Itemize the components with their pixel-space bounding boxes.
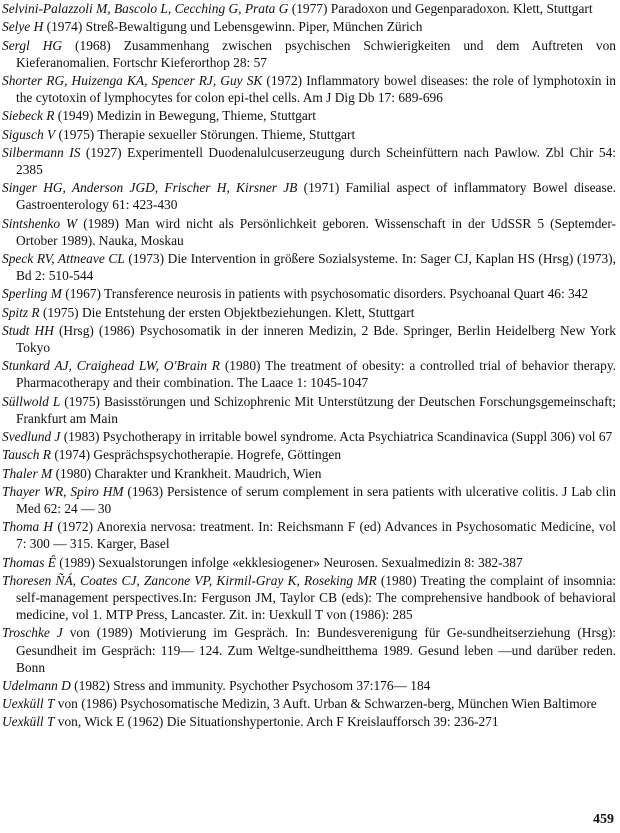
reference-page xyxy=(2,0,616,732)
reference-text: (1975) Die Entstehung der ersten Objektbeziehungen. Klett, Stuttgart xyxy=(39,304,415,320)
reference-text: (1971) Familial aspect of inflammatory Bowel disease. Gastroenterology 61: 423-430 xyxy=(16,180,616,213)
reference-text: (1972) Inflammatory bowel diseases: the role of lymphotoxin in the cytotoxin of lymphocytes for colon epi-thel cells. Am J Dig Db 17: 689-696 xyxy=(16,72,617,106)
reference-authors: Uexküll T xyxy=(2,714,55,730)
reference-authors: Troschke J xyxy=(2,625,63,641)
reference-entry xyxy=(2,446,616,463)
reference-text: (1967) Transference neurosis in patients with psychosomatic disorders. Psychoanal Quart 46: 342 xyxy=(61,286,589,302)
reference-authors: Thoma H xyxy=(2,519,54,535)
reference-authors: Sperling M xyxy=(2,286,62,302)
reference-entry xyxy=(2,624,616,675)
reference-text: (1977) Paradoxon und Gegenparadoxon. Klett, Stuttgart xyxy=(288,1,593,16)
reference-entry xyxy=(2,428,616,445)
reference-text: von, Wick E (1962) Die Situationshypertonie. Arch F Kreislaufforsch 39: 236-271 xyxy=(54,714,499,730)
reference-text: (1983) Psychotherapy in irritable bowel syndrome. Acta Psychiatrica Scandinavica (Suppl 306) vol 67 xyxy=(60,429,613,445)
reference-text: (1968) Zusammenhang zwischen psychischen Schwierigkeiten und dem Auftreten von Kieferanomalien. Fortschr Kieferorthop 28: 57 xyxy=(16,37,616,70)
reference-text: (Hrsg) (1986) Psychosomatik in der inneren Medizin, 2 Bde. Springer, Berlin Heidelberg New York Tokyo xyxy=(16,322,616,356)
reference-entry xyxy=(2,554,616,571)
reference-authors: Selvini-Palazzoli M, Bascolo L, Cecching G, Prata G xyxy=(2,1,289,16)
reference-text: (1974) Streß-Bewaltigung und Lebensgewinn. Piper, München Zürich xyxy=(43,19,423,35)
reference-text: (1989) Man wird nicht als Persönlichkeit geboren. Wissenschaft in der UdSSR 5 (Septemder- Ortober 1989). Nauka, Moskau xyxy=(16,215,616,248)
reference-entry xyxy=(2,357,616,391)
reference-authors: Thayer WR, Spiro HM xyxy=(2,483,124,499)
reference-entry xyxy=(2,107,616,124)
reference-text: (1989) Sexualstorungen infolge «ekklesiogener» Neurosen. Sexualmedizin 8: 382-387 xyxy=(55,554,523,570)
reference-entry xyxy=(2,144,616,178)
reference-text: von (1989) Motivierung im Gespräch. In: Bundesverenigung für Ge-sundheitserziehung (Hrsg): Gesundheit im Gespräch: 119— 124. Zum Weltge-sundheitthema 1989. Gesund leben —und darüber reden. Bonn xyxy=(16,625,616,675)
reference-authors: Thoresen ÑÁ, Coates CJ, Zancone VP, Kirmil-Gray K, Roseking MR xyxy=(2,572,377,588)
reference-entry xyxy=(2,37,616,71)
reference-authors: Uexküll T xyxy=(2,696,55,712)
reference-entry xyxy=(2,572,616,623)
reference-authors: Silbermann IS xyxy=(2,144,81,160)
reference-entry xyxy=(2,126,616,143)
reference-authors: Thaler M xyxy=(2,465,53,481)
reference-entry xyxy=(2,677,616,694)
reference-authors: Stunkard AJ, Craighead LW, O'Brain R xyxy=(2,358,220,374)
reference-text: (1980) The treatment of obesity: a controlled trial of behavior therapy. Pharmacotherapy and their combination. The Laace 1: 1045-1047 xyxy=(16,358,616,391)
reference-text: (1949) Medizin in Bewegung, Thieme, Stuttgart xyxy=(54,108,316,124)
reference-authors: Studt HH xyxy=(2,322,54,338)
reference-text: (1982) Stress and immunity. Psychother Psychosom 37:176— 184 xyxy=(70,677,431,693)
reference-text: (1963) Persistence of serum complement in sera patients with ulcerative colitis. J Lab clin Med 62: 24 — 30 xyxy=(16,483,616,516)
reference-entry xyxy=(2,713,616,730)
reference-authors: Sergl HG xyxy=(2,37,63,53)
reference-text: (1980) Charakter und Krankheit. Maudrich, Wien xyxy=(52,465,322,481)
page-number: 459 xyxy=(593,812,614,827)
reference-authors: Shorter RG, Huizenga KA, Spencer RJ, Guy SK xyxy=(2,72,263,88)
reference-authors: Svedlund J xyxy=(2,429,61,445)
reference-authors: Sintshenko W xyxy=(2,215,78,231)
reference-entry xyxy=(2,465,616,482)
reference-authors: Tausch R xyxy=(2,447,51,463)
reference-entry xyxy=(2,250,616,284)
reference-authors: Sigusch V xyxy=(2,126,56,142)
reference-text: (1975) Basisstörungen und Schizophrenic Mit Unterstützung der Deutschen Forschungsgemeinschaft; Frankfurt am Main xyxy=(16,393,617,426)
reference-authors: Speck RV, Attneave CL xyxy=(2,251,125,266)
reference-entry xyxy=(2,285,616,302)
reference-text: (1927) Experimentell Duodenalulcuserzeugung durch Scheinfüttern nach Pawlow. Zbl Chir 54: 2385 xyxy=(16,144,616,177)
reference-entry xyxy=(2,518,616,552)
reference-entry xyxy=(2,695,616,712)
reference-entry xyxy=(2,322,616,356)
reference-authors: Selye H xyxy=(2,19,44,35)
reference-authors: Singer HG, Anderson JGD, Frischer H, Kirsner JB xyxy=(2,180,298,196)
reference-entry xyxy=(2,483,616,517)
reference-text: von (1986) Psychosomatische Medizin, 3 Auft. Urban & Schwarzen-berg, München Wien Baltimore xyxy=(54,696,597,712)
reference-entry xyxy=(2,179,616,213)
reference-entry xyxy=(2,215,616,249)
reference-text: (1975) Therapie sexueller Störungen. Thieme, Stuttgart xyxy=(55,126,356,142)
reference-entry xyxy=(2,304,616,321)
reference-entry xyxy=(2,18,616,35)
reference-list xyxy=(2,0,616,731)
reference-entry xyxy=(2,72,616,106)
reference-text: (1974) Gesprächspsychotherapie. Hogrefe, Göttingen xyxy=(51,447,342,463)
reference-text: (1972) Anorexia nervosa: treatment. In: Reichsmann F (ed) Advances in Psychosomatic Medicine, vol 7: 300 — 315. Karger, Basel xyxy=(16,519,616,552)
reference-text: (1980) Treating the complaint of insomnia: self-management perspectives.In: Ferguson JM, Taylor CB (eds): The comprehensive handbook of behavioral medicine, vol 1. MTP Press, Lancaster. Zit. in: Uexkull T von (1986): 285 xyxy=(16,572,616,623)
reference-entry xyxy=(2,393,616,427)
reference-entry xyxy=(2,0,616,17)
reference-authors: Thomas Ê xyxy=(2,554,56,570)
reference-authors: Süllwold L xyxy=(2,393,61,409)
reference-authors: Spitz R xyxy=(2,304,40,320)
reference-authors: Siebeck R xyxy=(2,108,55,124)
reference-text: (1973) Die Intervention in größere Sozialsysteme. In: Sager CJ, Kaplan HS (Hrsg) (1973), Bd 2: 510-544 xyxy=(16,251,616,284)
reference-authors: Udelmann D xyxy=(2,677,71,693)
